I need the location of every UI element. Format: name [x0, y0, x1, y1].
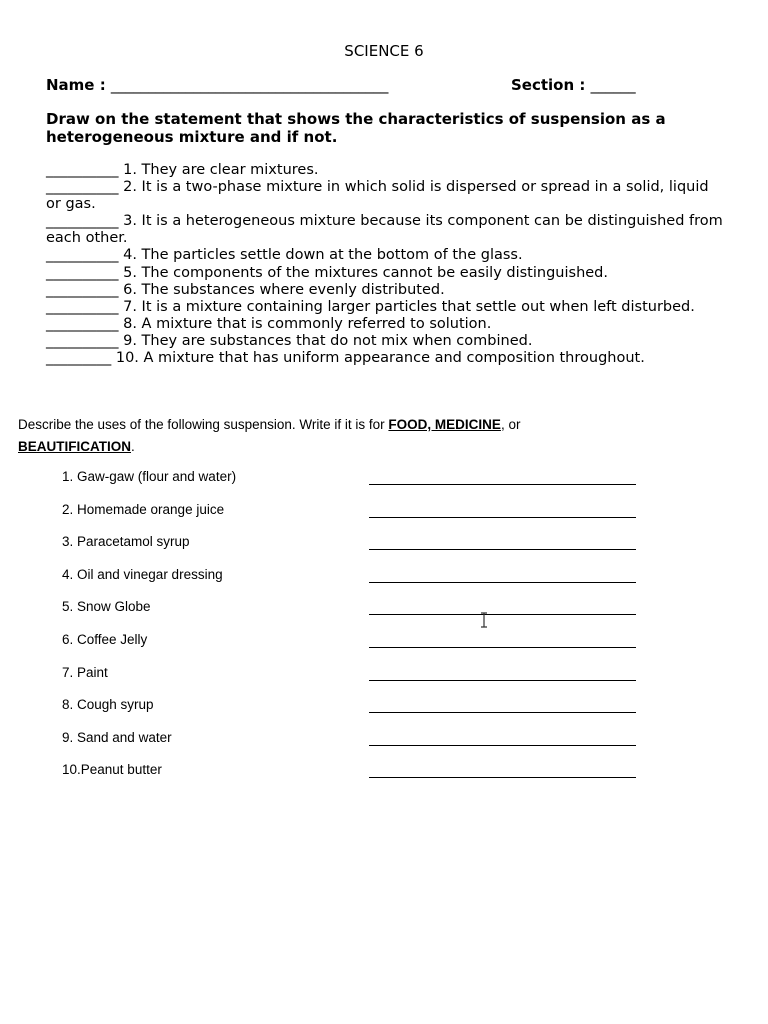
answer-line	[369, 484, 636, 485]
answer-blank: _________	[46, 350, 112, 367]
answer-blank: __________	[46, 264, 119, 281]
list-item	[46, 299, 726, 316]
section-label: Section :	[511, 76, 591, 94]
list-item	[62, 696, 662, 729]
suspension-name: 4. Oil and vinegar dressing	[62, 566, 223, 582]
list-item	[62, 566, 662, 599]
list-item	[46, 213, 726, 247]
list-item	[62, 468, 662, 501]
answer-line	[369, 614, 636, 615]
suspension-name: 7. Paint	[62, 664, 108, 680]
suspension-name: 9. Sand and water	[62, 729, 172, 745]
list-item	[62, 631, 662, 664]
list-item	[46, 282, 726, 299]
suspension-name: 3. Paracetamol syrup	[62, 534, 190, 550]
part2-instruction-text: Describe the uses of the following suspension. Write if it is for	[18, 417, 389, 432]
answer-blank: __________	[46, 298, 119, 315]
category-beautification: BEAUTIFICATION	[18, 439, 131, 454]
list-item	[46, 333, 726, 350]
answer-line	[369, 582, 636, 583]
list-item	[46, 162, 726, 179]
name-blank: _____________________________________	[110, 76, 389, 94]
part2-instruction	[18, 414, 718, 458]
item-text: 8. A mixture that is commonly referred to solution.	[118, 315, 492, 332]
part1-items-list	[46, 162, 726, 367]
name-label: Name :	[46, 76, 111, 94]
suspension-name: 1. Gaw-gaw (flour and water)	[62, 469, 237, 484]
list-item	[62, 729, 662, 762]
list-item	[46, 316, 726, 333]
list-item	[62, 533, 662, 566]
list-item	[62, 761, 662, 794]
text-cursor-icon	[479, 612, 489, 628]
list-item	[46, 265, 726, 282]
item-text: 5. The components of the mixtures cannot be easily distinguished.	[118, 264, 608, 281]
answer-line	[369, 712, 636, 713]
answer-line	[369, 745, 636, 746]
list-item	[46, 247, 726, 264]
answer-line	[369, 549, 636, 550]
section-field-row	[511, 76, 636, 94]
section-blank: ______	[590, 76, 636, 94]
list-item	[62, 501, 662, 534]
answer-line	[369, 517, 636, 518]
answer-blank: __________	[46, 332, 119, 349]
suspension-name: 10.Peanut butter	[62, 762, 162, 778]
item-text: 9. They are substances that do not mix when combined.	[118, 332, 533, 349]
answer-line	[369, 777, 636, 778]
item-text: 6. The substances where evenly distributed.	[118, 281, 445, 298]
list-item	[62, 598, 662, 631]
answer-blank: __________	[46, 247, 119, 264]
item-text: 2. It is a two-phase mixture in which solid is dispersed or spread in a solid, liquid or gas.	[46, 179, 709, 213]
answer-blank: __________	[46, 315, 119, 332]
category-food-medicine: FOOD, MEDICINE	[388, 417, 501, 432]
suspension-name: 5. Snow Globe	[62, 599, 151, 615]
list-item	[62, 664, 662, 697]
answer-line	[369, 647, 636, 648]
item-text: 10. A mixture that has uniform appearance and composition throughout.	[111, 350, 645, 367]
part2-instruction-end: .	[131, 439, 135, 454]
part2-instruction-mid: , or	[500, 417, 521, 432]
answer-blank: __________	[46, 213, 119, 230]
item-text: 7. It is a mixture containing larger particles that settle out when left disturbed.	[118, 298, 695, 315]
answer-blank: __________	[46, 281, 119, 298]
list-item	[46, 179, 726, 213]
suspension-name: 8. Cough syrup	[62, 697, 154, 713]
answer-blank: __________	[46, 162, 119, 178]
item-text: 3. It is a heterogeneous mixture because its component can be distinguished from each other.	[46, 213, 723, 247]
page-title: SCIENCE 6	[344, 42, 424, 60]
item-text: 4. The particles settle down at the bottom of the glass.	[118, 247, 523, 264]
item-text: 1. They are clear mixtures.	[118, 162, 319, 178]
answer-line	[369, 680, 636, 681]
part2-items-list	[62, 468, 662, 794]
suspension-name: 2. Homemade orange juice	[62, 501, 225, 517]
suspension-name: 6. Coffee Jelly	[62, 631, 148, 647]
answer-blank: __________	[46, 179, 119, 196]
list-item	[46, 350, 726, 367]
part1-instruction: Draw on the statement that shows the characteristics of suspension as a heterogeneous mixture and if not.	[46, 110, 666, 146]
name-field-row	[46, 76, 388, 94]
